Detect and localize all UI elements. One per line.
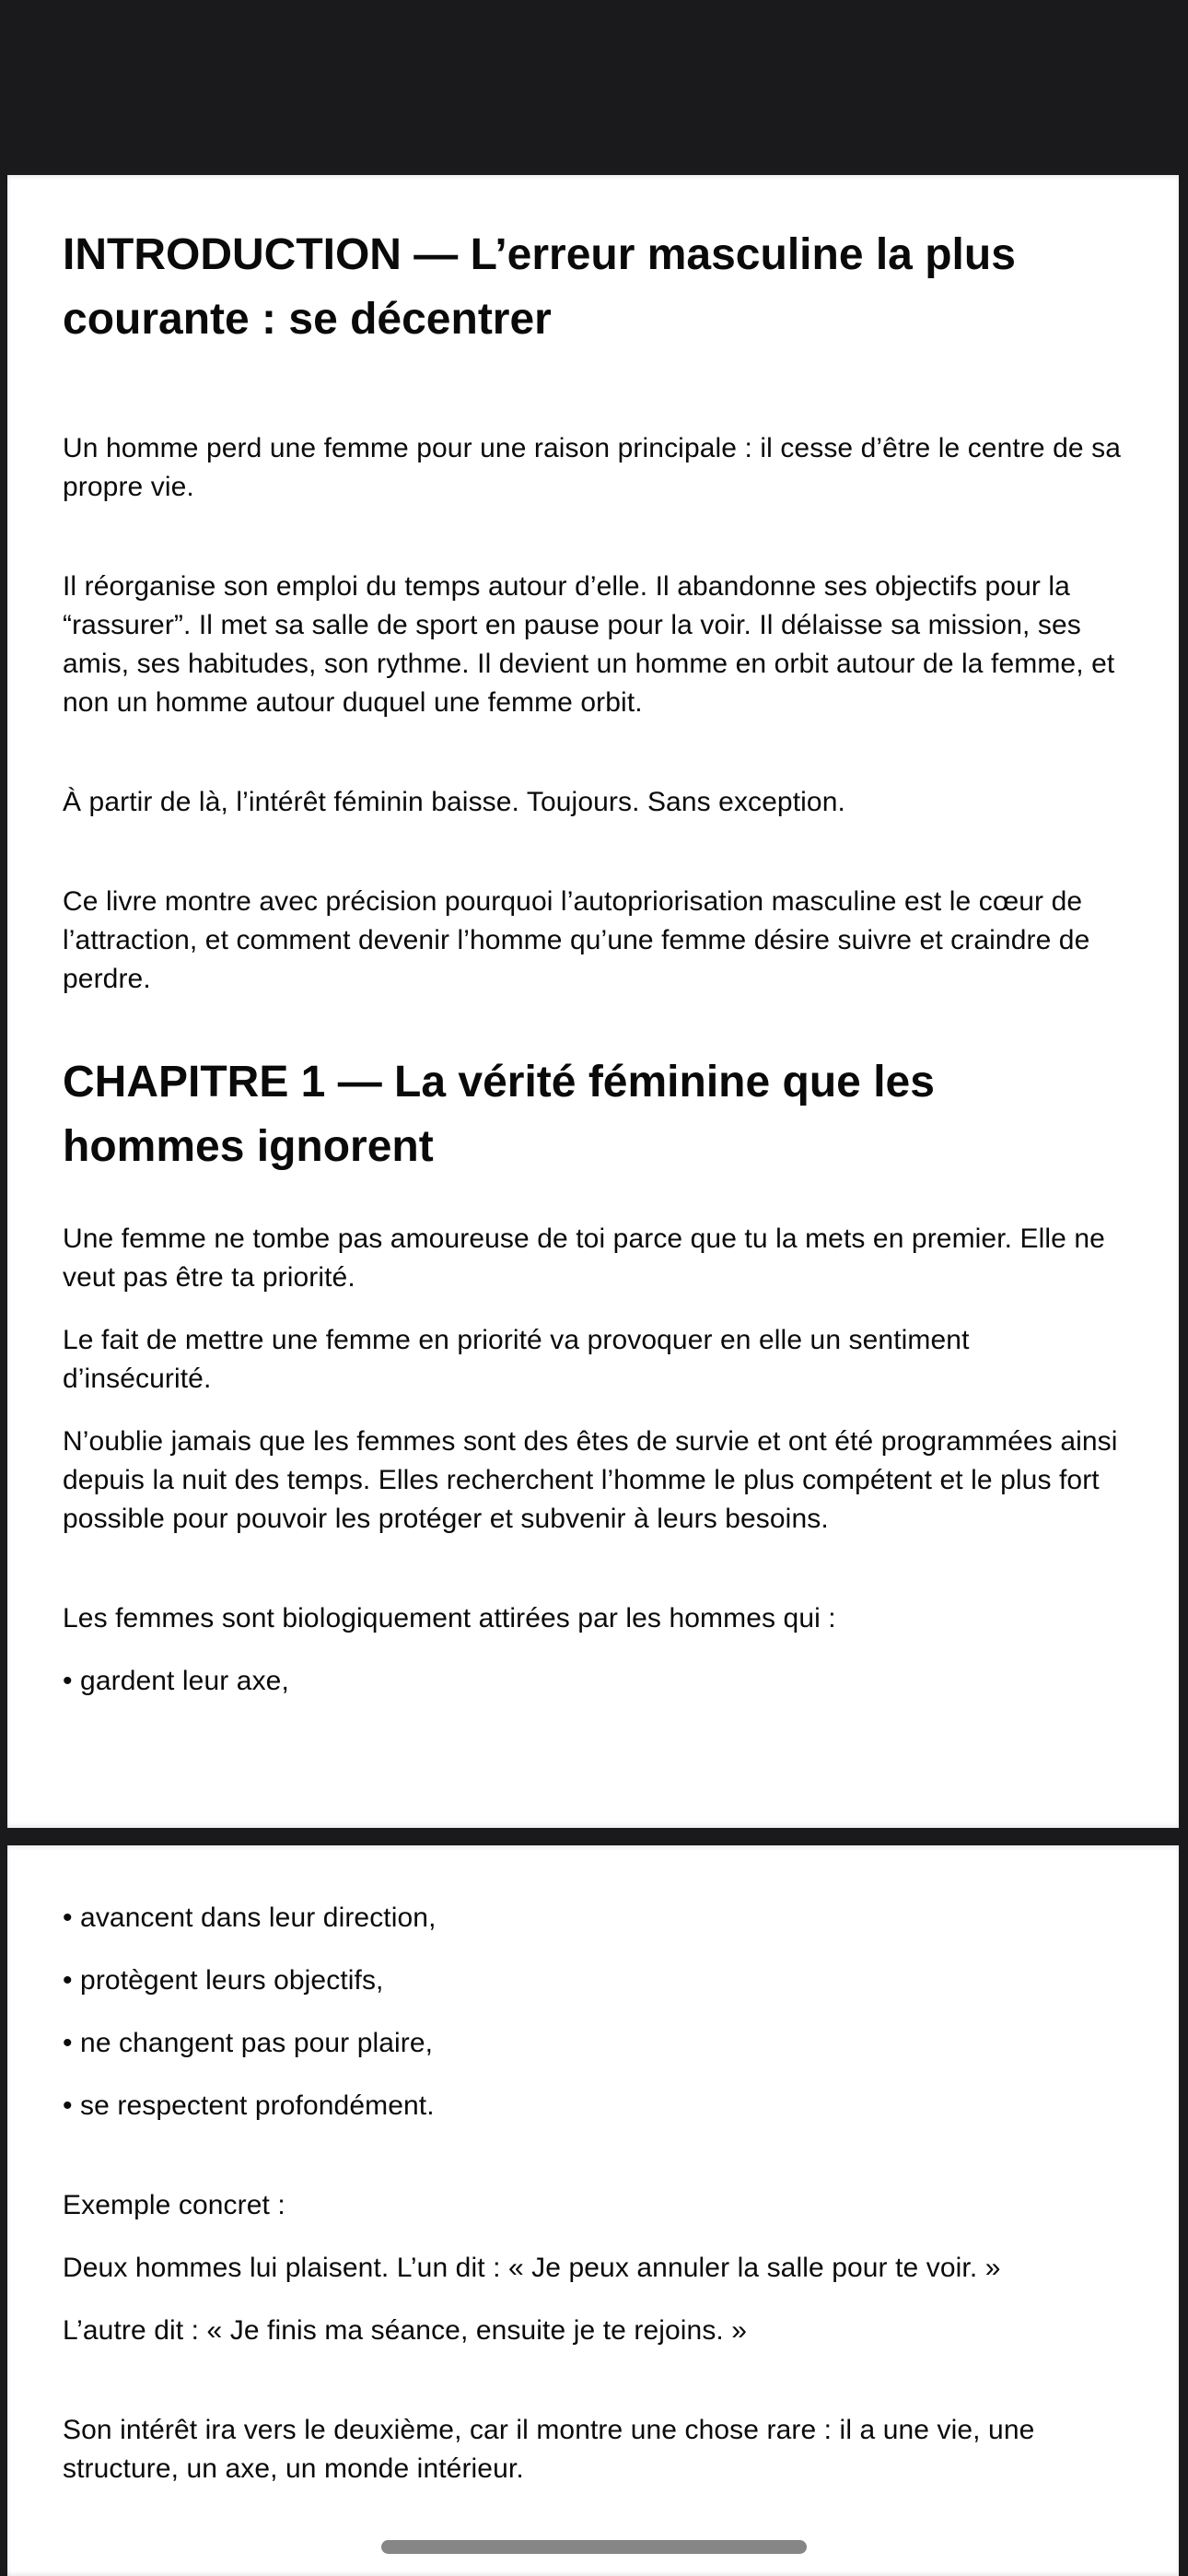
section-heading: CHAPITRE 1 — La vérité féminine que les hommes ignorent bbox=[63, 1058, 935, 1171]
page-2-content bbox=[63, 1899, 1125, 2488]
bullet-item: • avancent dans leur direction, bbox=[63, 1903, 437, 1933]
paragraph: L’autre dit : « Je finis ma séance, ensuite je te rejoins. » bbox=[63, 2315, 748, 2346]
paragraph: Les femmes sont biologiquement attirées par les hommes qui : bbox=[63, 1603, 836, 1633]
paragraph: Deux hommes lui plaisent. L’un dit : « Je peux annuler la salle pour te voir. » bbox=[63, 2253, 1001, 2283]
paragraph: N’oublie jamais que les femmes sont des êtes de survie et ont été programmées ainsi depuis la nuit des temps. Elles recherchent l’homme le plus compétent et le plus fort possible pour pouvoir les protéger et subvenir à leurs besoins. bbox=[63, 1426, 1118, 1534]
bullet-item: • protègent leurs objectifs, bbox=[63, 1965, 384, 1996]
section-heading: INTRODUCTION — L’erreur masculine la plus courante : se décentrer bbox=[63, 230, 1016, 344]
paragraph: Un homme perd une femme pour une raison principale : il cesse d’être le centre de sa propre vie. bbox=[63, 433, 1121, 502]
paragraph: Une femme ne tombe pas amoureuse de toi parce que tu la mets en premier. Elle ne veut pas être ta priorité. bbox=[63, 1224, 1105, 1293]
bullet-item: • se respectent profondément. bbox=[63, 2090, 435, 2121]
paragraph: Il réorganise son emploi du temps autour d’elle. Il abandonne ses objectifs pour la “rassurer”. Il met sa salle de sport en pause pour la voir. Il délaisse sa mission, ses amis, ses habitudes, son rythme. Il devient un homme en orbit autour de la femme, et non un homme autour duquel une femme orbit. bbox=[63, 571, 1115, 718]
paragraph: Ce livre montre avec précision pourquoi l’autopriorisation masculine est le cœur de l’attraction, et comment devenir l’homme qu’une femme désire suivre et craindre de perdre. bbox=[63, 886, 1090, 994]
paragraph: À partir de là, l’intérêt féminin baisse. Toujours. Sans exception. bbox=[63, 787, 845, 817]
paragraph: Son intérêt ira vers le deuxième, car il montre une chose rare : il a une vie, une structure, un axe, un monde intérieur. bbox=[63, 2415, 1035, 2484]
home-indicator[interactable] bbox=[381, 2540, 807, 2554]
bullet-item: • gardent leur axe, bbox=[63, 1666, 289, 1696]
document-page-1 bbox=[7, 175, 1179, 1828]
bullet-item: • ne changent pas pour plaire, bbox=[63, 2028, 434, 2058]
page-1-content bbox=[63, 223, 1125, 1701]
paragraph: Exemple concret : bbox=[63, 2190, 285, 2220]
paragraph: Le fait de mettre une femme en priorité va provoquer en elle un sentiment d’insécurité. bbox=[63, 1325, 970, 1394]
document-page-2 bbox=[7, 1845, 1179, 2576]
